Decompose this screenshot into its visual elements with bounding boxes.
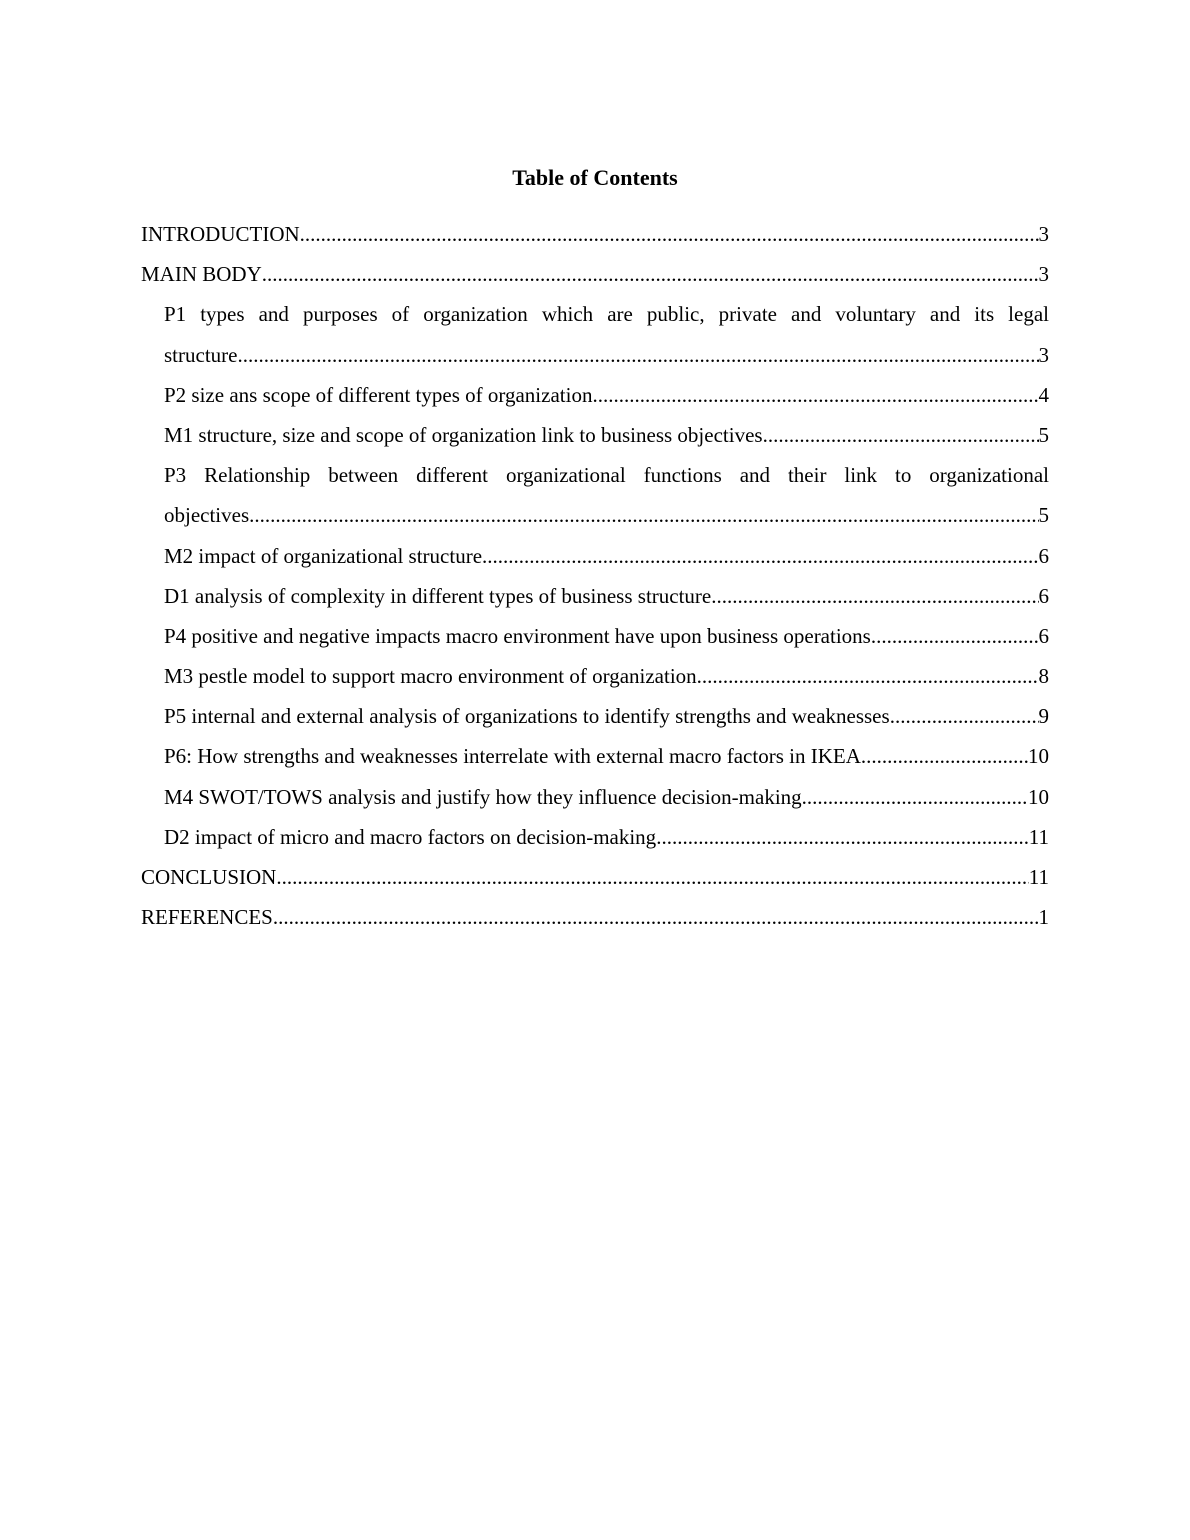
toc-leader-dots bbox=[249, 495, 1038, 535]
toc-entry-p6[interactable] bbox=[141, 736, 1049, 776]
toc-entry-m3[interactable] bbox=[141, 656, 1049, 696]
toc-entry-conclusion[interactable] bbox=[141, 857, 1049, 897]
toc-page-number: 11 bbox=[1028, 824, 1049, 849]
toc-page-number: 9 bbox=[1038, 704, 1049, 729]
toc-page-number: 6 bbox=[1038, 583, 1049, 608]
toc-entry-label: M4 SWOT/TOWS analysis and justify how they influence decision-making bbox=[164, 784, 802, 809]
toc-leader-dots bbox=[871, 616, 1039, 656]
toc-entry-p5[interactable] bbox=[141, 696, 1049, 736]
toc-page-number: 10 bbox=[1028, 744, 1049, 769]
toc-page-number: 3 bbox=[1038, 342, 1049, 367]
toc-leader-dots bbox=[262, 254, 1039, 294]
toc-entry-label: REFERENCES bbox=[141, 905, 273, 930]
toc-leader-dots bbox=[592, 375, 1038, 415]
toc-entry-label-line1: P1 types and purposes of organization which are public, private and voluntary and its legal bbox=[164, 302, 1049, 327]
toc-entry-label: INTRODUCTION bbox=[141, 222, 300, 246]
toc-entry-references[interactable] bbox=[141, 897, 1049, 937]
toc-page-number: 11 bbox=[1028, 865, 1049, 889]
toc-leader-dots bbox=[482, 536, 1038, 576]
toc-entry-label: MAIN BODY bbox=[141, 262, 262, 287]
toc-page-number: 6 bbox=[1038, 623, 1049, 648]
toc-leader-dots bbox=[300, 214, 1039, 254]
toc-page-number: 10 bbox=[1028, 784, 1049, 809]
toc-entry-label: D1 analysis of complexity in different types of business structure bbox=[164, 583, 712, 608]
table-of-contents bbox=[141, 214, 1049, 937]
toc-entry-label: M1 structure, size and scope of organization link to business objectives bbox=[164, 422, 763, 447]
toc-entry-label: objectives bbox=[164, 503, 250, 528]
toc-entry-p3[interactable] bbox=[141, 455, 1049, 535]
toc-page-number: 3 bbox=[1038, 222, 1049, 246]
toc-entry-label: M2 impact of organizational structure bbox=[164, 543, 483, 568]
toc-entry-m1[interactable] bbox=[141, 415, 1049, 455]
toc-entry-label: CONCLUSION bbox=[141, 865, 277, 889]
toc-leader-dots bbox=[656, 817, 1029, 857]
toc-leader-dots bbox=[697, 656, 1039, 696]
toc-entry-p2[interactable] bbox=[141, 375, 1049, 415]
toc-entry-m4[interactable] bbox=[141, 777, 1049, 817]
toc-page-number: 1 bbox=[1038, 905, 1049, 930]
toc-page-number: 4 bbox=[1038, 382, 1049, 407]
toc-page-number: 5 bbox=[1038, 422, 1049, 447]
toc-entry-label: structure bbox=[164, 342, 238, 367]
toc-page-number: 5 bbox=[1038, 503, 1049, 528]
toc-leader-dots bbox=[711, 576, 1038, 616]
toc-entry-label: P2 size ans scope of different types of organization bbox=[164, 382, 593, 407]
toc-entry-label: P5 internal and external analysis of organizations to identify strengths and weaknesses bbox=[164, 704, 890, 729]
toc-entry-label: D2 impact of micro and macro factors on decision-making bbox=[164, 824, 657, 849]
toc-page-number: 8 bbox=[1038, 664, 1049, 689]
toc-entry-label: M3 pestle model to support macro environment of organization bbox=[164, 664, 697, 689]
toc-entry-label: P4 positive and negative impacts macro environment have upon business operations bbox=[164, 623, 871, 648]
toc-leader-dots bbox=[890, 696, 1039, 736]
toc-entry-p1[interactable] bbox=[141, 294, 1049, 374]
toc-entry-main-body[interactable] bbox=[141, 254, 1049, 294]
toc-entry-m2[interactable] bbox=[141, 536, 1049, 576]
toc-leader-dots bbox=[276, 857, 1028, 897]
toc-leader-dots bbox=[237, 335, 1038, 375]
toc-page-number: 3 bbox=[1038, 262, 1049, 287]
toc-entry-label-line1: P3 Relationship between different organizational functions and their link to organizational bbox=[164, 463, 1049, 488]
toc-title: Table of Contents bbox=[512, 165, 678, 190]
toc-entry-d2[interactable] bbox=[141, 817, 1049, 857]
toc-entry-introduction[interactable] bbox=[141, 214, 1049, 254]
toc-entry-p4[interactable] bbox=[141, 616, 1049, 656]
toc-leader-dots bbox=[861, 736, 1028, 776]
toc-page-number: 6 bbox=[1038, 543, 1049, 568]
toc-entry-d1[interactable] bbox=[141, 576, 1049, 616]
toc-entry-label: P6: How strengths and weaknesses interrelate with external macro factors in IKEA bbox=[164, 744, 861, 769]
toc-leader-dots bbox=[802, 777, 1028, 817]
toc-leader-dots bbox=[763, 415, 1039, 455]
toc-leader-dots bbox=[273, 897, 1039, 937]
